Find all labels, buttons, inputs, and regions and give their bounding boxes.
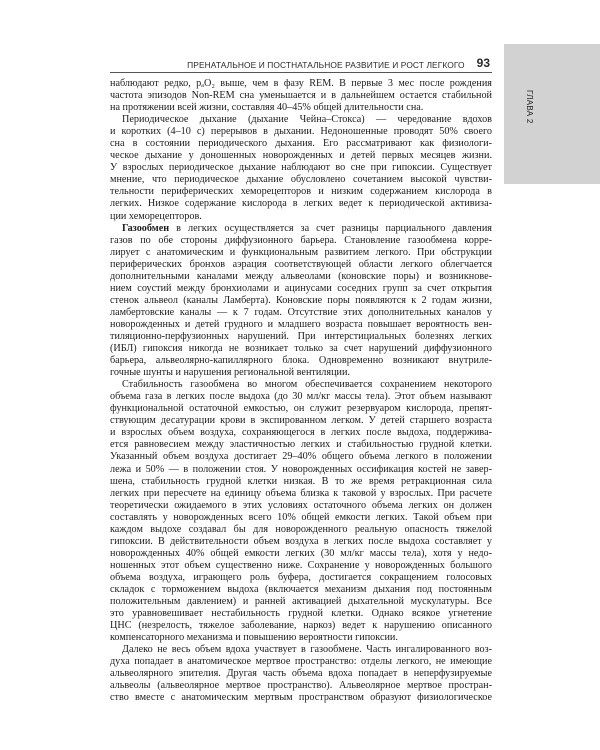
text-line: (ИБЛ) гипоксия никогда не возникает только за счет нарушений диффузионного (110, 343, 492, 355)
text-line: барьера, альвеолярно-капиллярного блока. Одновременно возникают внутриле- (110, 355, 492, 367)
text-line: гочные шунты и нарушения региональной вентиляции. (110, 367, 350, 379)
text-line (110, 223, 492, 235)
text-line: ство вместе с анатомическим мертвым пространством образуют физиологическое (110, 692, 492, 704)
text-line: духа попадает в анатомическое мертвое пространство: отделы легкого, не имеющие (110, 656, 492, 668)
text-line: тиляционно-перфузионных нарушений. При интерстициальных болезнях легких (110, 330, 492, 342)
text-line: гипоксии. В действительности объем воздуха в легких после выдоха составляет у (110, 535, 492, 547)
page-number: 93 (476, 56, 490, 70)
text-line: Периодическое дыхание (дыхание Чейна–Стокса) — чередование вдохов (122, 114, 492, 126)
text-line: компенсаторного механизма и повышению вероятности гипоксии. (110, 632, 398, 644)
text-line: наблюдают редко, pₐO₂ выше, чем в фазу REM. В первые 3 мес после рождения (110, 78, 492, 89)
text-line: объема воздуха, играющего роль буфера, достигается сокращением голосовых (110, 571, 492, 583)
text-line: лирует с анатомическим и функциональным развитием легкого. При обструкции (110, 246, 492, 258)
text-line: ется равновесием между эластичностью легких и стабильностью грудной клетки. (110, 439, 492, 451)
header-rule (110, 72, 492, 73)
text-line: на протяжении всей жизни, составляя 40–45% общей длительности сна. (110, 102, 424, 114)
text-line: составлять у новорожденных всего 10% общей емкости легких. Такой объем при (110, 511, 492, 523)
body-text (110, 78, 492, 704)
text-line: дополнительными каналами между альвеолами (коновские поры) и возникнове- (110, 270, 492, 282)
text-line: альвеолы (альвеолярное мертвое пространство). Альвеолярное мертвое простран- (110, 680, 492, 692)
text-line: Указанный объем воздуха достигает 29–40% общего объема легкого в положении (110, 451, 492, 463)
text-line: стенок альвеол (каналы Ламберта). Коновские поры появляются к 2 годам жизни, (110, 294, 492, 306)
text-line: новорожденных 40% общей емкости легких (30 мл/кг массы тела), хотя у недо- (110, 547, 492, 559)
text-line: новорожденных и детей грудного и младшего возраста повышает вероятность вен- (110, 318, 492, 330)
text-line: теоретически ожидаемого в этих условиях остаточного объема легких он должен (110, 499, 492, 511)
text-line: У взрослых периодическое дыхание наблюдают во сне при гипоксии. Существует (110, 162, 492, 174)
text-line: альвеолярного эпителия. Другая часть объема вдоха попадает в неперфузируемые (110, 668, 492, 680)
text-fragment: в легких осуществляется за счет разницы парциального давления (169, 222, 492, 234)
text-line: шена, стабильность грудной клетки низкая. В то же время ретракционная сила (110, 475, 492, 487)
text-line: легких. Низкое содержание кислорода в легких ведет к периодической активиза- (110, 198, 492, 210)
text-line: Далеко не весь объем вдоха участвует в газообмене. Часть ингалированного воз- (122, 644, 492, 656)
text-line: функциональной остаточной емкостью, он служит резервуаром кислорода, препят- (110, 403, 492, 415)
text-line: Стабильность газообмена во многом обеспечивается сохранением некоторого (122, 379, 492, 391)
text-line: ческое дыхание у доношенных новорожденных и детей первых месяцев жизни. (110, 150, 492, 162)
text-line: ЦНС (незрелость, тяжелое заболевание, наркоз) ведет к нарушению описанного (110, 620, 492, 632)
text-line: объема газа в легких после выдоха (до 30 мл/кг массы тела). Этот объем называют (110, 391, 492, 403)
text-line: ствующим десатурации крови в экспированном легком. У детей старшего возраста (110, 415, 492, 427)
text-line: мнение, что периодическое дыхание обусловлено сочетанием высокой чувстви- (110, 174, 492, 186)
text-line: ции хеморецепторов. (110, 210, 202, 222)
text-line: частота эпизодов Non-REM сна уменьшается и в дальнейшем остается стабильной (110, 90, 492, 102)
text-line: складок с торможением выдоха (включается механизм дыхания под постоянным (110, 583, 492, 595)
text-line: газов по обе стороны диффузионного барьера. Становление газообмена корре- (110, 234, 492, 246)
text-line: периферических бронхов аэрация соответствующей области легкого облегчается (110, 258, 492, 270)
chapter-label: ГЛАВА 2 (525, 90, 534, 124)
text-line: и взрослых объем воздуха, сохраняющегося в легких после выдоха, поддержива- (110, 427, 492, 439)
text-line: ламбертовские каналы — к 7 годам. Отсутствие этих дополнительных каналов у (110, 306, 492, 318)
text-line: легких при пересчете на единицу объема близка к таковой у взрослых. При расчете (110, 487, 492, 499)
text-line: ношенных этот объем существенно ниже. Сохранение у новорожденных большого (110, 559, 492, 571)
text-line: сна в состоянии периодического дыхания. Его рассматривают как физиологи- (110, 138, 492, 150)
running-title: ПРЕНАТАЛЬНОЕ И ПОСТНАТАЛЬНОЕ РАЗВИТИЕ И РОСТ ЛЕГКОГО (187, 60, 465, 70)
text-line: нием соустий между бронхиолами и ацинусами соседних групп за счет открытия (110, 282, 492, 294)
text-line: это уравновешивает нестабильность грудной клетки. Однако всякое угнетение (110, 608, 492, 620)
text-line: каждом выдохе создавал бы для новорожденного реальную опасность тяжелой (110, 523, 492, 535)
text-line: и коротких (4–10 с) перерывов в дыхании. Недоношенные проводят 50% своего (110, 126, 492, 138)
text-line: положительным давлением) и ранней активацией дыхательной мускулатуры. Все (110, 596, 492, 608)
chapter-side-tab (504, 44, 600, 184)
term-gas-exchange: Газообмен (122, 222, 170, 234)
text-line: лежа и 50% — в положении стоя. У новорожденных оссификация костей не завер- (110, 463, 492, 475)
running-header (100, 54, 490, 70)
text-line: тельности периферических хеморецепторов и низким содержанием кислорода в (110, 186, 492, 198)
